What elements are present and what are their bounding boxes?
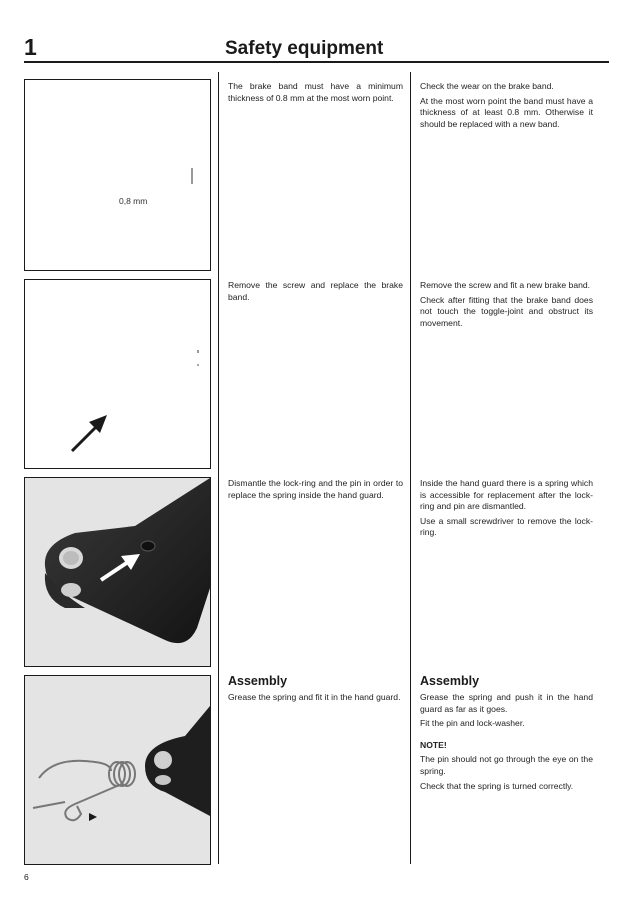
paragraph: Check after fitting that the brake band does not touch the toggle-joint and obstruct its movement. — [420, 294, 593, 328]
assembly-heading-left: Assembly — [228, 674, 288, 688]
column-divider-left — [218, 72, 219, 864]
page-title: Safety equipment — [225, 38, 384, 59]
assembly-heading-right: Assembly — [420, 674, 480, 688]
paragraph: The brake band must have a minimum thickness of 0.8 mm at the most worn point. — [228, 81, 403, 103]
chapter-number: 1 — [24, 34, 37, 60]
row1-left-text — [228, 81, 403, 107]
row2-right-text — [420, 280, 593, 332]
paragraph: Use a small screwdriver to remove the lock-ring. — [420, 515, 593, 538]
hand-guard-photo — [24, 477, 211, 667]
page-number: 6 — [24, 872, 29, 882]
paragraph: At the most worn point the band must have a thickness of at least 0.8 mm. Otherwise it should be replaced with a new band. — [420, 95, 593, 129]
row4-left-text — [228, 692, 403, 707]
arrow-icon — [72, 415, 107, 451]
note-heading: NOTE! — [420, 739, 447, 750]
thickness-label: 0,8 mm — [119, 196, 148, 206]
paragraph: Dismantle the lock-ring and the pin in order to replace the spring inside the hand guard. — [228, 478, 403, 500]
header-rule — [24, 61, 609, 63]
pointer-icon — [89, 813, 97, 821]
paragraph: Check the wear on the brake band. — [420, 81, 554, 91]
brake-band-screw-illustration — [24, 279, 211, 469]
row3-left-text — [228, 478, 403, 504]
paragraph: Inside the hand guard there is a spring which is accessible for replacement after the lock-ring and pin are dismantled. — [420, 478, 593, 512]
column-divider-right — [410, 72, 411, 864]
paragraph: Fit the pin and lock-washer. — [420, 718, 525, 729]
spring-icon — [33, 761, 135, 821]
paragraph: Remove the screw and replace the brake band. — [228, 280, 403, 302]
paragraph: Grease the spring and push it in the hand guard as far as it goes. — [420, 692, 593, 714]
row4-right-text — [420, 692, 593, 795]
spring-assembly-photo — [24, 675, 211, 865]
paragraph: Remove the screw and fit a new brake band. — [420, 280, 591, 290]
paragraph: Grease the spring and fit it in the hand guard. — [228, 692, 401, 702]
brake-band-illustration — [24, 79, 211, 271]
row1-right-text — [420, 81, 593, 133]
brake-band-measure-icon — [25, 80, 210, 270]
row2-left-text — [228, 280, 403, 306]
paragraph: The pin should not go through the eye on the spring. — [420, 754, 593, 776]
row3-right-text — [420, 478, 593, 542]
paragraph: Check that the spring is turned correctly. — [420, 780, 574, 791]
